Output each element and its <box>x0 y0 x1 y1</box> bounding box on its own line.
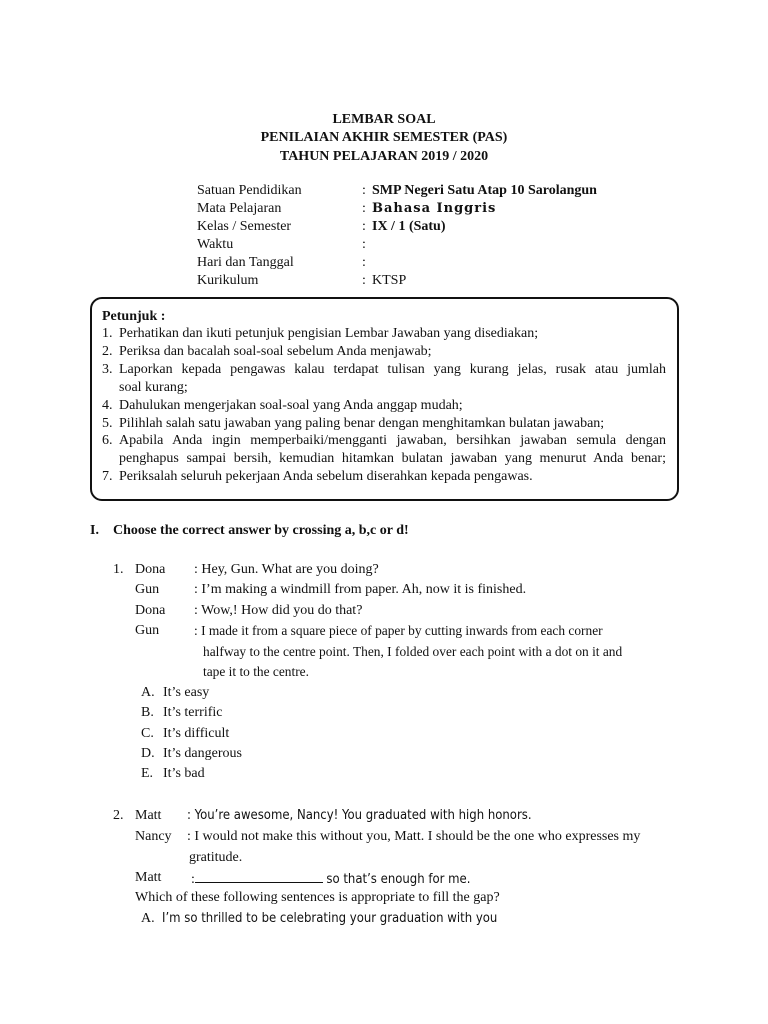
info-value-curriculum: KTSP <box>372 273 407 288</box>
dialog-line: : I made it from a square piece of paper by cutting inwards from each corner <box>194 623 603 638</box>
dialog-line: : I would not make this without you, Matt. I should be the one who expresses my <box>187 829 641 844</box>
info-colon: : <box>362 183 366 198</box>
speaker: Gun <box>135 582 160 597</box>
instruction-item: 5. Pilihlah salah satu jawaban yang paling benar dengan menghitamkan bulatan jawaban; <box>102 416 605 431</box>
speaker: Matt <box>135 870 162 885</box>
option-text: It’s dangerous <box>163 746 242 761</box>
doc-title-line2: PENILAIAN AKHIR SEMESTER (PAS) <box>260 130 508 145</box>
speaker: Dona <box>135 562 166 577</box>
option-letter: C. <box>141 726 154 741</box>
question-number: 2. <box>113 808 124 823</box>
info-colon: : <box>362 273 366 288</box>
info-colon: : <box>362 219 366 234</box>
doc-title-line1: LEMBAR SOAL <box>332 112 436 127</box>
info-label: Kurikulum <box>197 273 259 288</box>
option-text: It’s bad <box>163 766 205 781</box>
info-label: Waktu <box>197 237 234 252</box>
dialog-line: : You’re awesome, Nancy! You graduated with high honors. <box>187 808 532 823</box>
info-label: Hari dan Tanggal <box>197 255 294 270</box>
speaker: Nancy <box>135 829 172 844</box>
dialog-line-cont: gratitude. <box>189 850 243 865</box>
dialog-line: : so that’s enough for me. <box>191 869 470 889</box>
option-letter: D. <box>141 746 155 761</box>
dialog-line: : Hey, Gun. What are you doing? <box>194 562 379 577</box>
doc-title-line3: TAHUN PELAJARAN 2019 / 2020 <box>279 149 489 164</box>
dialog-line: : I’m making a windmill from paper. Ah, now it is finished. <box>194 582 527 597</box>
info-colon: : <box>362 201 366 216</box>
info-colon: : <box>362 237 366 252</box>
dialog-line-cont: tape it to the centre. <box>203 664 309 679</box>
info-value-subject: Bahasa Inggris <box>372 201 497 216</box>
speaker: Matt <box>135 808 162 823</box>
instruction-item: 2. Periksa dan bacalah soal-soal sebelum Anda menjawab; <box>102 344 432 359</box>
answer-blank <box>195 869 323 883</box>
option-text: It’s terrific <box>163 705 223 720</box>
info-value-class: IX / 1 (Satu) <box>372 219 446 234</box>
section-instruction: Choose the correct answer by crossing a, b,c or d! <box>113 523 409 538</box>
dialog-line-cont: halfway to the centre point. Then, I folded over each point with a dot on it and <box>203 644 623 659</box>
option-text: I’m so thrilled to be celebrating your graduation with you <box>162 911 498 926</box>
question-number: 1. <box>113 562 124 577</box>
option-text: It’s difficult <box>163 726 230 741</box>
speaker: Dona <box>135 603 166 618</box>
instruction-item: 6. Apabila Anda ingin memperbaiki/mengganti jawaban, bersihkan jawaban semula dengan <box>102 433 666 448</box>
instruction-item-cont: soal kurang; <box>119 380 188 395</box>
instruction-item: 3. Laporkan kepada pengawas kalau terdapat tulisan yang kurang jelas, rusak atau jumlah <box>102 362 666 377</box>
info-colon: : <box>362 255 366 270</box>
instruction-item-cont: penghapus sampai bersih, kemudian hitamkan bulatan jawaban yang menurut Anda benar; <box>119 451 666 466</box>
dialog-line: : Wow,! How did you do that? <box>194 603 363 618</box>
section-numeral: I. <box>90 523 99 538</box>
info-value-school: SMP Negeri Satu Atap 10 Sarolangun <box>372 183 597 198</box>
instruction-item: 1. Perhatikan dan ikuti petunjuk pengisian Lembar Jawaban yang disediakan; <box>102 326 539 341</box>
info-label: Mata Pelajaran <box>197 201 282 216</box>
speaker: Gun <box>135 623 160 638</box>
option-letter: A. <box>141 911 155 926</box>
option-text: It’s easy <box>163 685 210 700</box>
instruction-item: 7. Periksalah seluruh pekerjaan Anda sebelum diserahkan kepada pengawas. <box>102 469 533 484</box>
info-label: Kelas / Semester <box>197 219 292 234</box>
option-letter: B. <box>141 705 154 720</box>
option-letter: E. <box>141 766 154 781</box>
question-text: Which of these following sentences is appropriate to fill the gap? <box>135 890 500 905</box>
instruction-item: 4. Dahulukan mengerjakan soal-soal yang Anda anggap mudah; <box>102 398 463 413</box>
instructions-title: Petunjuk : <box>102 309 166 324</box>
info-label: Satuan Pendidikan <box>197 183 302 198</box>
option-letter: A. <box>141 685 155 700</box>
